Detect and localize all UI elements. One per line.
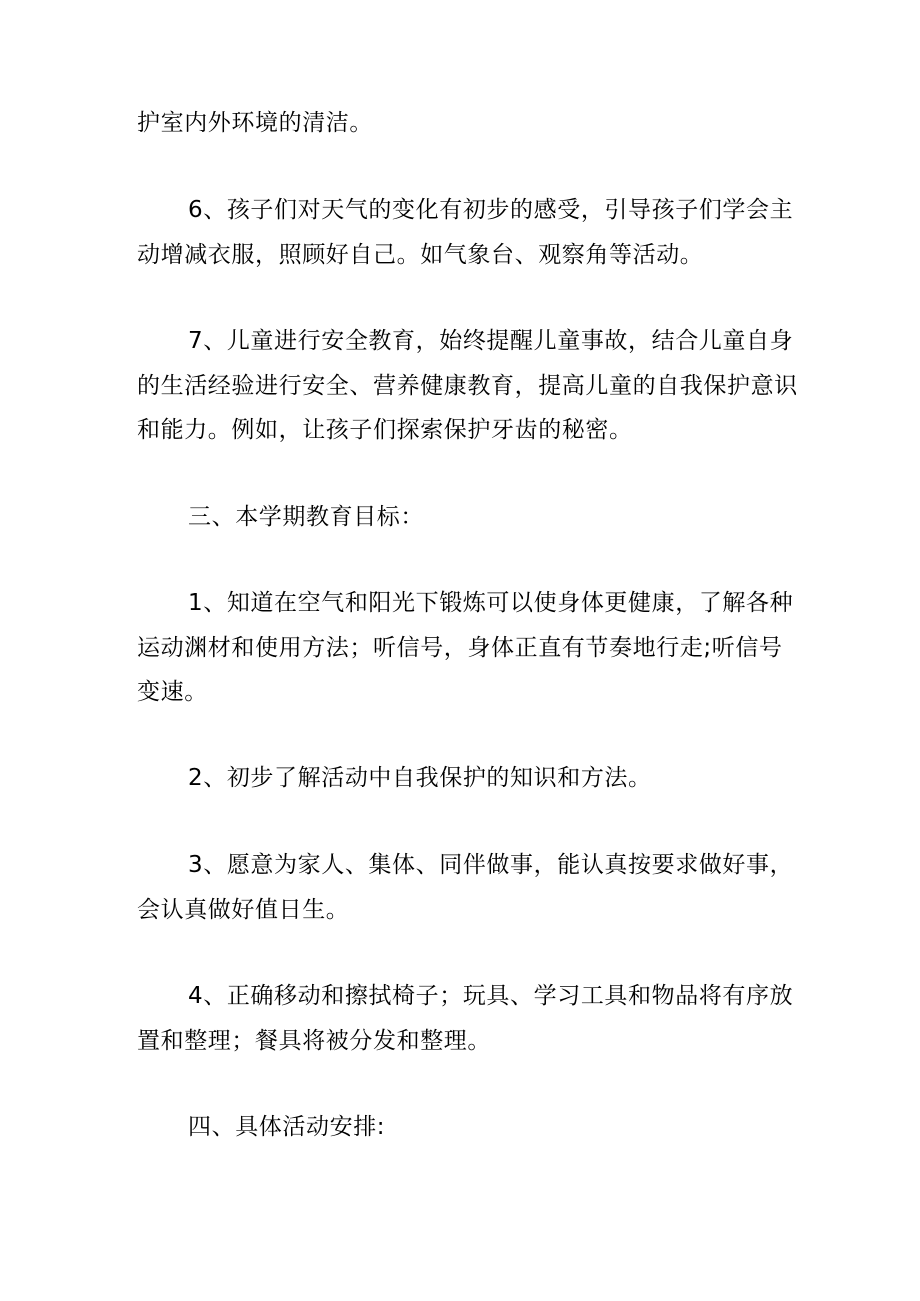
- goal-2-line-1: 2、初步了解活动中自我保护的知识和方法。: [188, 765, 652, 791]
- section-heading-4: 四、具体活动安排:: [188, 1114, 386, 1140]
- paragraph-7-line-3: 和能力。例如，让孩子们探索保护牙齿的秘密。: [137, 417, 633, 443]
- goal-3-line-2: 会认真做好值日生。: [137, 897, 350, 923]
- goal-4-line-1: 4、正确移动和擦拭椅子；玩具、学习工具和物品将有序放: [188, 983, 794, 1009]
- paragraph-6-line-1: 6、孩子们对天气的变化有初步的感受，引导孩子们学会主: [188, 197, 794, 223]
- section-heading-3: 三、本学期教育目标：: [188, 504, 424, 530]
- goal-3-line-1: 3、愿意为家人、集体、同伴做事，能认真按要求做好事，: [188, 852, 794, 878]
- goal-4-line-2: 置和整理；餐具将被分发和整理。: [137, 1028, 491, 1054]
- paragraph-6-line-2: 动增减衣服，照顾好自己。如气象台、观察角等活动。: [137, 242, 704, 268]
- goal-1-line-3: 变速。: [137, 679, 208, 705]
- paragraph-5-tail-line-1: 护室内外环境的清洁。: [137, 110, 373, 136]
- paragraph-7-line-2: 的生活经验进行安全、营养健康教育，提高儿童的自我保护意识: [137, 373, 798, 399]
- goal-1-line-2: 运动渊材和使用方法；听信号，身体正直有节奏地行走;听信号: [137, 635, 783, 661]
- paragraph-7-line-1: 7、儿童进行安全教育，始终提醒儿童事故，结合儿童自身: [188, 328, 794, 354]
- goal-1-line-1: 1、知道在空气和阳光下锻炼可以使身体更健康，了解各种: [188, 590, 794, 616]
